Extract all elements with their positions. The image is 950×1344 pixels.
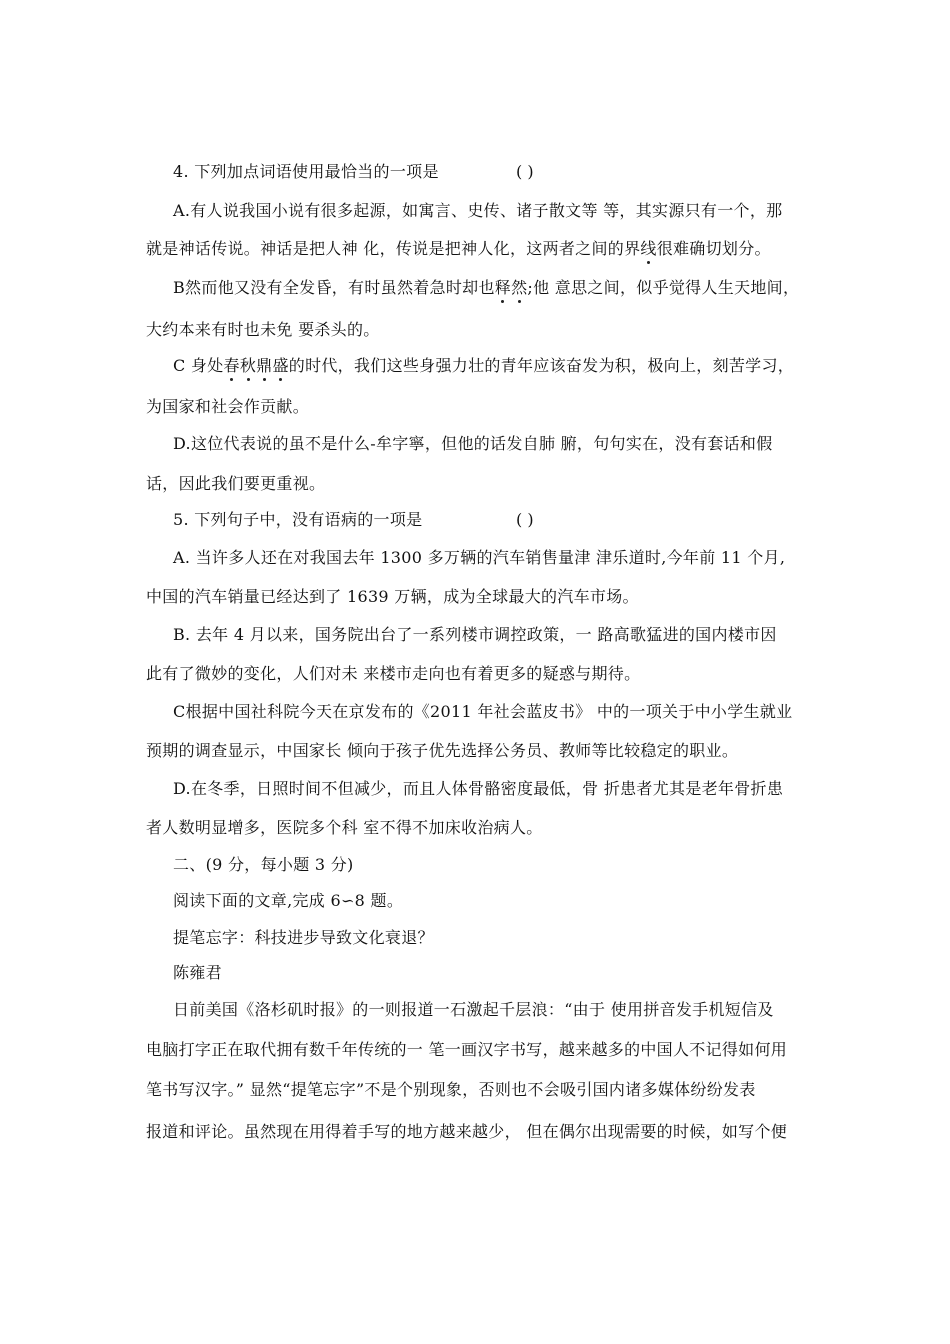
q4-option-a-line1: A.有人说我国小说有很多起源，如寓言、史传、诸子散文等 等，其实源只有一个，那 [173,201,783,220]
question-4-stem: 4. 下列加点词语使用最恰当的一项是 [173,162,439,181]
q5-option-b-line2: 此有了微妙的变化，人们对未 来楼市走向也有着更多的疑惑与期待。 [146,664,641,683]
q5-option-a-line1: A. 当许多人还在对我国去年 1300 多万辆的汽车销售量津 津乐道时,今年前 11 个月, [173,548,786,567]
q4-option-a-line2: 就是神话传说。神话是把人神 化，传说是把神人化，这两者之间的界线很难确切划分。 [146,239,771,258]
q4-option-b-line1: B然而他又没有全发昏，有时虽然着急时却也释然;他 意思之间，似乎觉得人生天地间， [173,278,800,297]
article-paragraph-line3: 笔书写汉字。” 显然“提笔忘字”不是个别现象，否则也不会吸引国内诸多媒体纷纷发表 [146,1080,756,1099]
q5-option-a-line2: 中国的汽车销量已经达到了 1639 万辆，成为全球最大的汽车市场。 [146,587,639,606]
emphasis-dot-char: 盛 [272,356,289,375]
article-title: 提笔忘字：科技进步导致文化衰退？ [173,928,434,947]
section-2-heading: 二、(9 分，每小题 3 分) [173,855,354,874]
emphasis-dot-char: 春 [223,356,240,375]
emphasis-dot-char: 然 [511,278,528,297]
q5-option-d-line1: D.在冬季，日照时间不但减少，而且人体骨骼密度最低，骨 折患者尤其是老年骨折患 [173,779,784,798]
q4-option-d-line1: D.这位代表说的虽不是什么-牟字寧，但他的话发自肺 腑，句句实在，没有套话和假 [173,434,773,453]
q5-option-c-line2: 预期的调查显示，中国家长 倾向于孩子优先选择公务员、教师等比较稳定的职业。 [146,741,739,760]
emphasis-dot-char: 线 [640,239,657,258]
section-2-instruction: 阅读下面的文章,完成 6∽8 题。 [173,891,404,910]
article-paragraph-line2: 电脑打字正在取代拥有数千年传统的一 笔一画汉字书写，越来越多的中国人不记得如何用 [146,1040,788,1059]
emphasis-dot-char: 秋 [239,356,257,375]
question-4-answer-blank: ( ) [516,162,534,181]
q4-option-c-line2: 为国家和社会作贡献。 [146,397,310,416]
q5-option-b-line1: B. 去年 4 月以来，国务院出台了一系列楼市调控政策，一 路高歌猛进的国内楼市因 [173,625,777,644]
question-5-answer-blank: ( ) [516,510,534,529]
question-5-stem: 5. 下列句子中，没有语病的一项是 [173,510,423,529]
q5-option-c-line1: C根据中国社科院今天在京发布的《2011 年社会蓝皮书》 中的一项关于中小学生就业 [173,702,793,721]
q4-option-c-line1: C 身处春秋鼎盛的时代，我们这些身强力壮的青年应该奋发为积，极向上，刻苦学习， [173,356,795,375]
emphasis-dot-char: 释 [494,278,512,297]
q4-option-b-line2: 大约本来有时也未免 要杀头的。 [146,320,380,339]
emphasis-dot-char: 鼎 [256,356,273,375]
q5-option-d-line2: 者人数明显增多，医院多个科 室不得不加床收治病人。 [146,818,543,837]
article-author: 陈雍君 [173,963,222,982]
q4-option-d-line2: 话，因此我们要更重视。 [146,474,326,493]
article-paragraph-line4: 报道和评论。虽然现在用得着手写的地方越来越少， 但在偶尔出现需要的时候，如写个便 [146,1122,788,1141]
article-paragraph-line1: 日前美国《洛杉矶时报》的一则报道一石激起千层浪：“由于 使用拼音发手机短信及 [173,1000,774,1019]
